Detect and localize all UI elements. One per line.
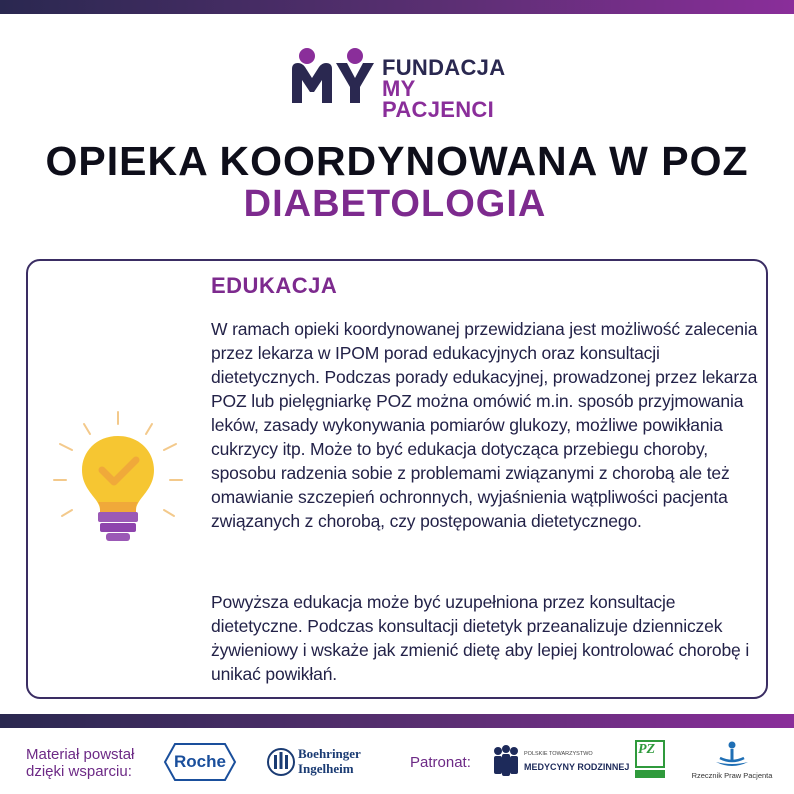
ppz-strip	[635, 770, 665, 778]
support-label: Materiał powstał dzięki wsparciu:	[26, 746, 135, 780]
ppz-mark: PZ	[638, 742, 656, 757]
ptmr-big-text: MEDYCYNY RODZINNEJ	[524, 762, 630, 772]
boehringer-emblem-icon	[266, 747, 296, 777]
logo-line-2: MY PACJENCI	[382, 76, 495, 122]
rpp-emblem-icon	[712, 740, 752, 770]
boehringer-logo	[266, 744, 376, 780]
boehringer-text	[298, 746, 361, 776]
logo-line-1: FUNDACJA	[382, 55, 506, 80]
rpp-logo	[690, 740, 774, 784]
ppz-logo	[633, 740, 669, 782]
roche-text: Roche	[174, 752, 226, 771]
roche-logo	[163, 742, 237, 782]
body-paragraph-2: Powyższa edukacja może być uzupełniona przez konsultacje dietetyczne. Podczas konsultacji dietetyk przeanalizuje dzienniczek żywieniowy i wskaże jak zmienić dietę aby lepiej kontrolować chorobę i unikać powikłań.	[211, 592, 750, 684]
ptmr-small-text: POLSKIE TOWARZYSTWO	[524, 751, 593, 757]
logo-wordmark	[382, 57, 530, 120]
rpp-text: Rzecznik Praw Pacjenta	[691, 771, 773, 780]
boehringer-line-1: Boehringer	[298, 746, 361, 761]
lightbulb-check-icon	[52, 408, 184, 548]
foundation-logo	[290, 47, 530, 122]
page-subtitle: DIABETOLOGIA	[243, 183, 547, 225]
section-heading: EDUKACJA	[211, 273, 338, 298]
page-title: OPIEKA KOORDYNOWANA W POZ	[45, 138, 749, 184]
ptmr-logo	[490, 744, 630, 780]
top-gradient-bar	[0, 0, 794, 14]
bottom-gradient-bar	[0, 714, 794, 728]
boehringer-line-2: Ingelheim	[298, 761, 354, 776]
patronage-label: Patronat:	[410, 754, 471, 771]
family-group-icon	[490, 744, 522, 778]
my-logo-icon	[290, 47, 374, 105]
body-paragraph-1: W ramach opieki koordynowanej przewidziana jest możliwość zalecenia przez lekarza w IPOM porad edukacyjnych oraz konsultacji dietetycznych. Podczas porady edukacyjnej, prowadzonej przez lekarza POZ lub pielęgniarkę POZ można omówić m.in. sposób przyjmowania leków, zasady wykonywania pomiarów glukozy, możliwe powikłania cukrzycy itp. Może to być edukacja dotycząca przebiegu choroby, sposobu radzenia sobie z problemami związanymi z chorobą ale też omawianie szczepień ochronnych, wyjaśnienia wątpliwości pacjenta związanych z chorobą, czy postępowania dietetycznego.	[211, 319, 758, 531]
